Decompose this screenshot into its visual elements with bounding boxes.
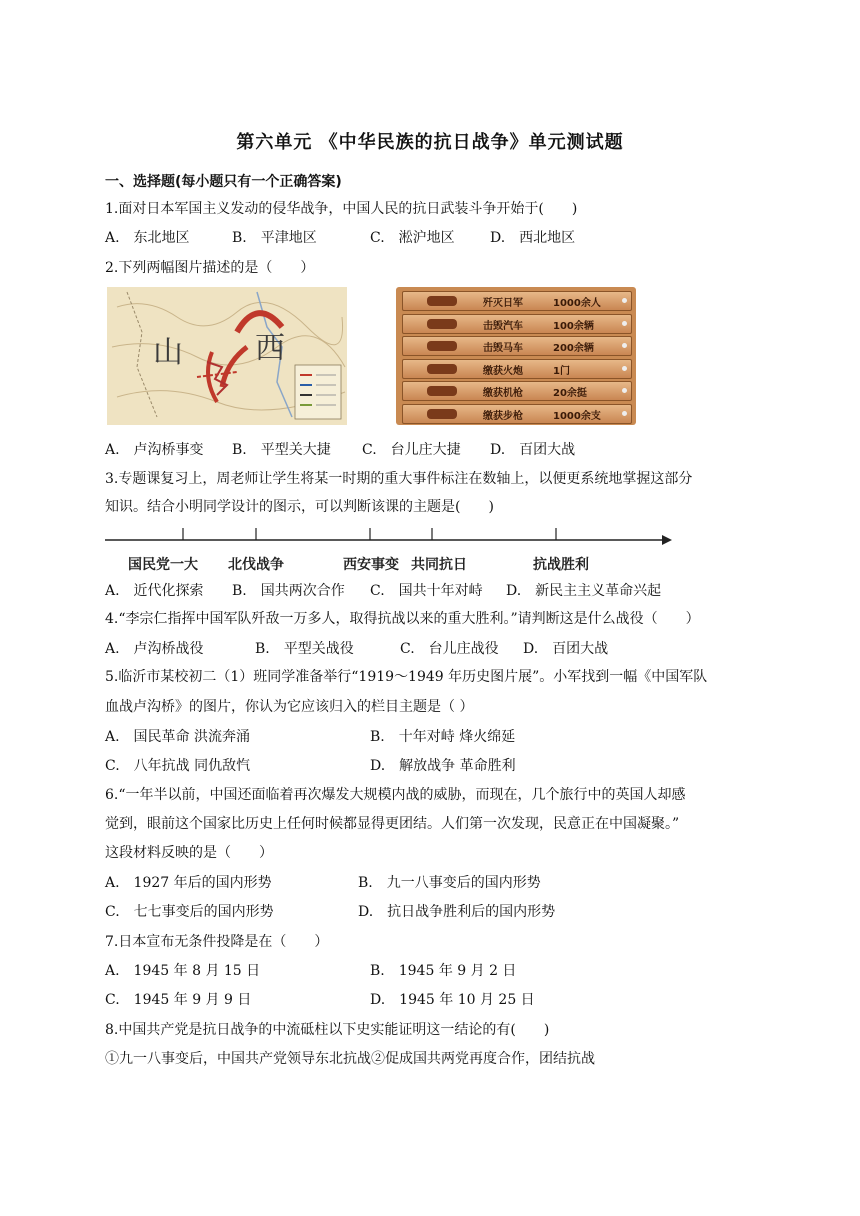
question-2-stem: 2.下列两幅图片描述的是（ ） — [105, 260, 315, 276]
results-row — [402, 381, 632, 401]
page-title: 第六单元 《中华民族的抗日战争》单元测试题 — [236, 132, 624, 153]
row-item-label: 缴获步枪 — [483, 410, 523, 422]
question-2-option-c: C. 台儿庄大捷 — [362, 442, 461, 458]
question-4-stem: 4.“李宗仁指挥中国军队歼敌一万多人，取得抗战以来的重大胜利。”请判断这是什么战役（ ） — [105, 611, 700, 627]
row-value-label: 1000余人 — [553, 298, 601, 309]
row-value-label: 1000余支 — [553, 410, 601, 422]
question-2-option-d: D. 百团大战 — [490, 442, 576, 458]
timeline-axis — [100, 522, 680, 552]
question-4-option-a: A. 卢沟桥战役 — [105, 641, 204, 657]
question-6-option-d: D. 抗日战争胜利后的国内形势 — [358, 904, 556, 920]
battle-results-board — [396, 287, 636, 425]
row-item-label: 缴获火炮 — [483, 365, 523, 377]
question-1-option-a: A. 东北地区 — [105, 230, 190, 246]
timeline-label-victory: 抗战胜利 — [533, 557, 589, 573]
question-8-stem: 8.中国共产党是抗日战争的中流砥柱以下史实能证明这一结论的有( ) — [105, 1022, 550, 1038]
question-2-option-a: A. 卢沟桥事变 — [105, 442, 204, 458]
question-5-option-b: B. 十年对峙 烽火绵延 — [370, 729, 516, 745]
question-7-option-c: C. 1945 年 9 月 9 日 — [105, 992, 252, 1008]
question-4-option-b: B. 平型关战役 — [255, 641, 354, 657]
question-7-option-d: D. 1945 年 10 月 25 日 — [370, 992, 535, 1008]
question-7-option-b: B. 1945 年 9 月 2 日 — [370, 963, 517, 979]
question-6-option-a: A. 1927 年后的国内形势 — [105, 875, 272, 891]
question-3-option-a: A. 近代化探索 — [105, 583, 204, 599]
question-3-option-d: D. 新民主主义革命兴起 — [506, 583, 662, 599]
question-5-stem-line-1: 5.临沂市某校初二（1）班同学准备举行“1919～1949 年历史图片展”。小军找到一幅《中国军队 — [105, 669, 708, 685]
timeline-label-northern-expedition: 北伐战争 — [228, 557, 284, 573]
row-illustration-icon — [427, 296, 457, 306]
row-illustration-icon — [427, 409, 457, 419]
row-illustration-icon — [427, 319, 457, 329]
row-value-label: 20余挺 — [553, 388, 587, 399]
timeline-label-joint-resistance: 共同抗日 — [411, 557, 467, 573]
timeline-label-kmt-congress: 国民党一大 — [128, 557, 198, 573]
nail-icon — [622, 366, 627, 371]
question-5-option-d: D. 解放战争 革命胜利 — [370, 758, 516, 774]
question-5-stem-line-2: 血战卢沟桥》的图片，你认为它应该归入的栏目主题是（ ） — [105, 699, 474, 715]
battle-map-figure — [107, 287, 347, 425]
row-item-label: 击毁马车 — [483, 343, 523, 354]
question-3-option-b: B. 国共两次合作 — [232, 583, 345, 599]
question-1-stem: 1.面对日本军国主义发动的侵华战争，中国人民的抗日武装斗争开始于( ) — [105, 201, 578, 217]
nail-icon — [622, 388, 627, 393]
question-7-option-a: A. 1945 年 8 月 15 日 — [105, 963, 261, 979]
results-row — [402, 359, 632, 379]
question-3-option-c: C. 国共十年对峙 — [370, 583, 483, 599]
question-8-line-2: ①九一八事变后，中国共产党领导东北抗战②促成国共两党再度合作，团结抗战 — [105, 1051, 595, 1067]
results-row — [402, 404, 632, 424]
section-heading: 一、选择题(每小题只有一个正确答案) — [105, 174, 342, 190]
question-5-option-a: A. 国民革命 洪流奔涌 — [105, 729, 251, 745]
results-row — [402, 336, 632, 356]
question-6-stem-line-2: 觉到，眼前这个国家比历史上任何时候都显得更团结。人们第一次发现，民意正在中国凝聚。” — [105, 816, 680, 832]
question-6-option-c: C. 七七事变后的国内形势 — [105, 904, 274, 920]
nail-icon — [622, 321, 627, 326]
map-label-xi: 西 — [255, 331, 285, 366]
results-row — [402, 314, 632, 334]
map-label-shan: 山 — [153, 335, 183, 370]
question-1-option-c: C. 淞沪地区 — [370, 230, 455, 246]
row-illustration-icon — [427, 341, 457, 351]
nail-icon — [622, 343, 627, 348]
row-value-label: 100余辆 — [553, 320, 594, 332]
row-value-label: 1门 — [553, 365, 570, 377]
question-6-stem-line-1: 6.“一年半以前，中国还面临着再次爆发大规模内战的威胁，而现在，几个旅行中的英国人却感 — [105, 787, 686, 803]
nail-icon — [622, 411, 627, 416]
question-6-option-b: B. 九一八事变后的国内形势 — [358, 875, 541, 891]
row-item-label: 缴获机枪 — [483, 388, 523, 399]
question-1-option-b: B. 平津地区 — [232, 230, 317, 246]
question-4-option-c: C. 台儿庄战役 — [400, 641, 499, 657]
nail-icon — [622, 298, 627, 303]
question-4-option-d: D. 百团大战 — [523, 641, 609, 657]
battle-map-image — [107, 287, 347, 425]
question-3-stem-line-2: 知识。结合小明同学设计的图示，可以判断该课的主题是( ) — [105, 499, 494, 515]
question-1-option-d: D. 西北地区 — [490, 230, 576, 246]
question-7-stem: 7.日本宣布无条件投降是在（ ） — [105, 934, 329, 950]
row-value-label: 200余辆 — [553, 343, 594, 354]
row-item-label: 击毁汽车 — [483, 320, 523, 332]
question-2-option-b: B. 平型关大捷 — [232, 442, 331, 458]
question-5-option-c: C. 八年抗战 同仇敌忾 — [105, 758, 251, 774]
row-item-label: 歼灭日军 — [483, 298, 523, 309]
row-illustration-icon — [427, 364, 457, 374]
results-row — [402, 291, 632, 311]
question-6-stem-line-3: 这段材料反映的是（ ） — [105, 845, 273, 861]
question-3-stem-line-1: 3.专题课复习上，周老师让学生将某一时期的重大事件标注在数轴上，以便更系统地掌握这部分 — [105, 471, 693, 487]
timeline-label-xian-incident: 西安事变 — [343, 557, 399, 573]
row-illustration-icon — [427, 386, 457, 396]
